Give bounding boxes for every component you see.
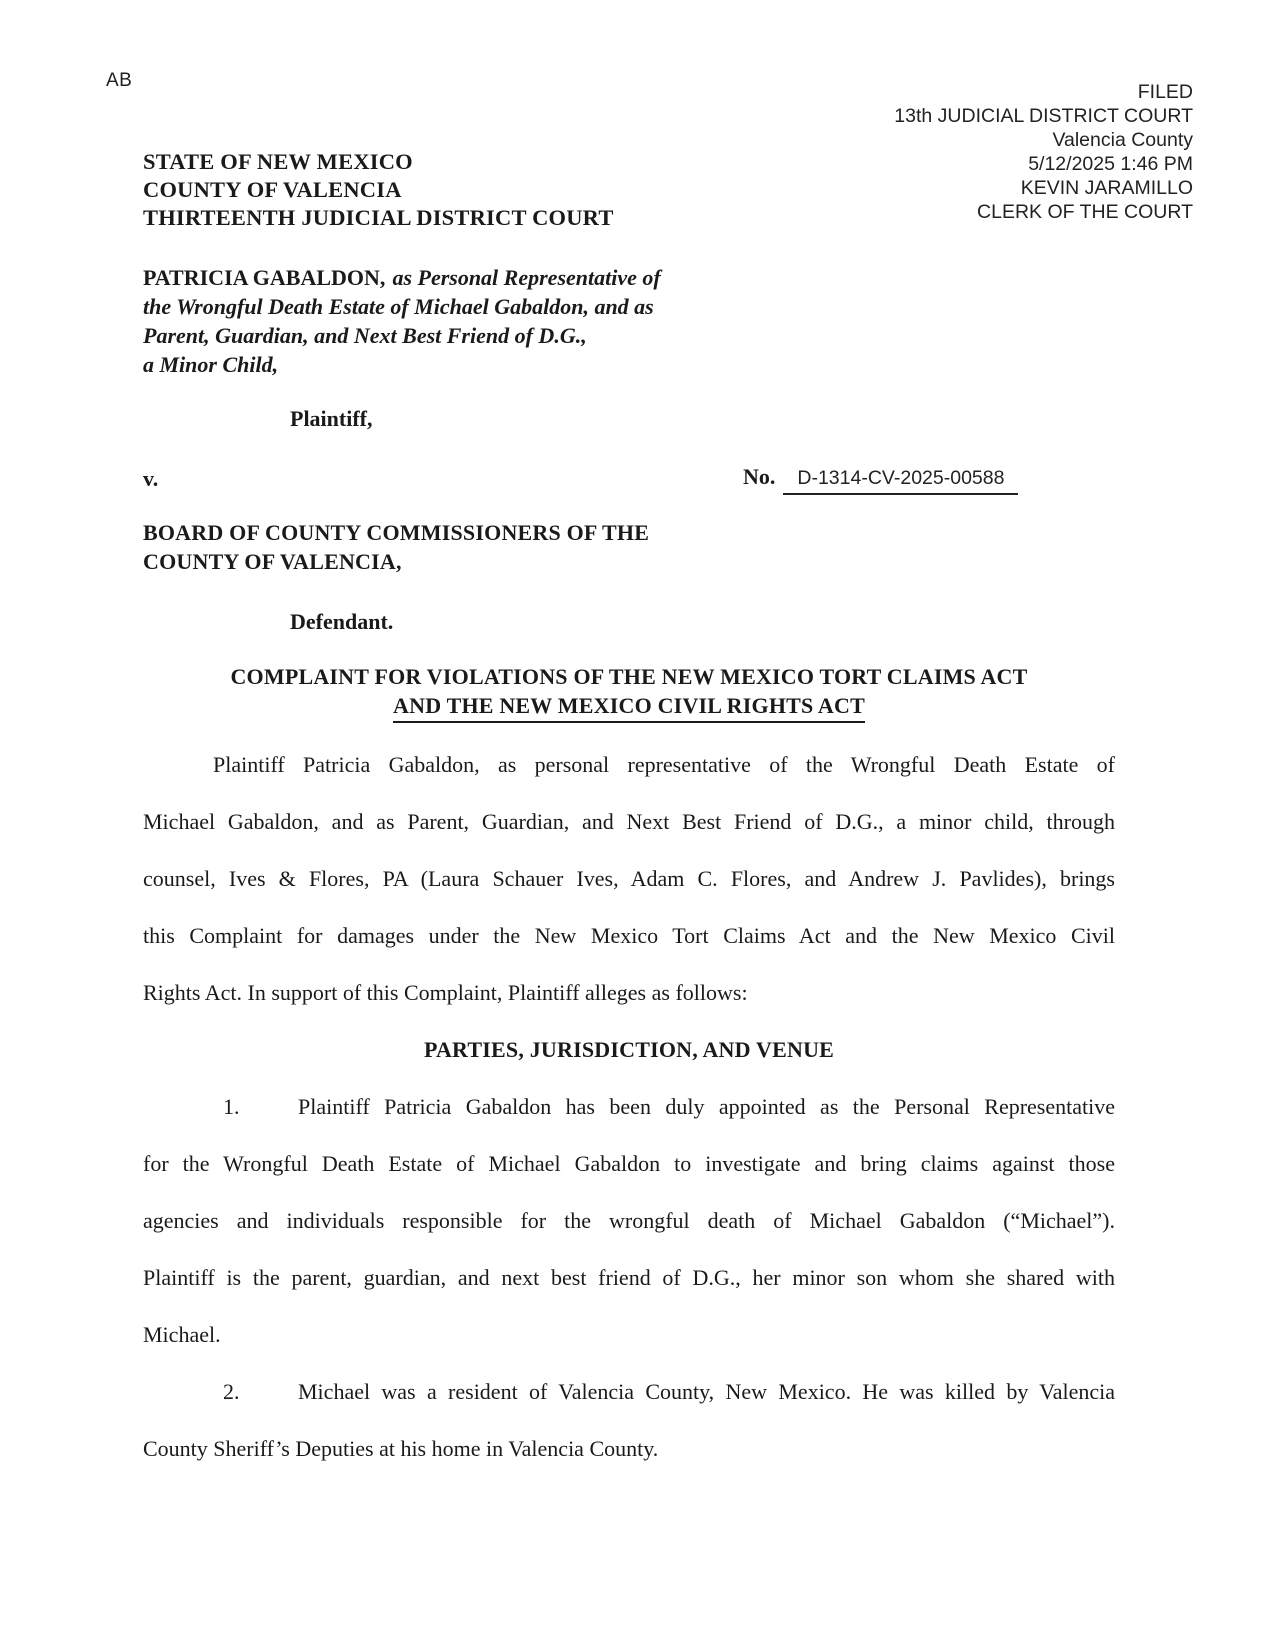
paragraph-2-line: County Sheriff’s Deputies at his home in Valencia County. [143,1436,659,1461]
complaint-title-line: COMPLAINT FOR VIOLATIONS OF THE NEW MEXICO TORT CLAIMS ACT [230,664,1028,689]
complaint-title-underlined: AND THE NEW MEXICO CIVIL RIGHTS ACT [393,691,865,723]
filing-stamp-line: Valencia County [1052,129,1193,151]
court-header-line: THIRTEENTH JUDICIAL DISTRICT COURT [143,205,614,230]
filing-stamp-line: KEVIN JARAMILLO [1020,177,1193,199]
paragraph-1-number: 1. [223,1094,240,1119]
paragraph-1-line: Michael. [143,1322,221,1347]
case-number-label: No. [743,464,776,489]
paragraph-2-line [143,1363,1115,1420]
section-heading: PARTIES, JURISDICTION, AND VENUE [423,1037,835,1062]
caption-defendant-block [143,518,649,576]
paragraph-1-text: Plaintiff Patricia Gabaldon has been duly appointed as the Personal Representative [298,1094,1115,1119]
caption-plaintiff-line: a Minor Child, [143,352,279,377]
filing-stamp-line: FILED [1137,81,1193,103]
caption-plaintiff-line: the Wrongful Death Estate of Michael Gabaldon, and as [143,294,654,319]
versus-label: v. [143,466,159,491]
filing-stamp-line: 13th JUDICIAL DISTRICT COURT [894,105,1193,127]
paragraph-1-line [143,1078,1115,1135]
corner-mark: AB [106,70,133,91]
filing-stamp-line: CLERK OF THE COURT [977,201,1193,223]
complaint-title-line [143,691,1115,723]
plaintiff-name: PATRICIA GABALDON, [143,265,386,290]
caption-plaintiff-line: Parent, Guardian, and Next Best Friend of D.G., [143,323,587,348]
intro-paragraph-line: this Complaint for damages under the New Mexico Tort Claims Act and the New Mexico Civil [143,923,1115,948]
intro-paragraph-line: Rights Act. In support of this Complaint, Plaintiff alleges as follows: [143,980,748,1005]
intro-paragraph-line: Plaintiff Patricia Gabaldon, as personal representative of the Wrongful Death Estate of [213,752,1115,777]
intro-paragraph-line: counsel, Ives & Flores, PA (Laura Schauer Ives, Adam C. Flores, and Andrew J. Pavlides), brings [143,866,1115,891]
court-header-line: COUNTY OF VALENCIA [143,177,402,202]
complaint-title [143,662,1115,723]
paragraph-2-number: 2. [223,1379,240,1404]
plaintiff-label: Plaintiff, [290,406,373,431]
case-number: D-1314-CV-2025-00588 [783,467,1018,495]
intro-paragraph-line: Michael Gabaldon, and as Parent, Guardian, and Next Best Friend of D.G., a minor child, through [143,809,1115,834]
document-body [143,736,1115,1477]
defendant-label: Defendant. [290,609,394,634]
paragraph-2-text: Michael was a resident of Valencia County, New Mexico. He was killed by Valencia [298,1379,1115,1404]
caption-plaintiff-line [143,263,661,292]
caption-defendant-line: COUNTY OF VALENCIA, [143,549,402,574]
paragraph-1-line: for the Wrongful Death Estate of Michael Gabaldon to investigate and bring claims against those [143,1151,1115,1176]
court-header [143,148,614,232]
case-number-row [743,464,1018,495]
paragraph-1-line: agencies and individuals responsible for the wrongful death of Michael Gabaldon (“Michael”). [143,1208,1115,1233]
filing-stamp [894,80,1193,224]
paragraph-1-line: Plaintiff is the parent, guardian, and next best friend of D.G., her minor son whom she shared with [143,1265,1115,1290]
filing-stamp-line: 5/12/2025 1:46 PM [1028,153,1193,175]
plaintiff-descriptor: as Personal Representative of [392,265,661,290]
caption-defendant-line: BOARD OF COUNTY COMMISSIONERS OF THE [143,520,650,545]
caption-plaintiff-block [143,263,661,379]
court-header-line: STATE OF NEW MEXICO [143,149,413,174]
